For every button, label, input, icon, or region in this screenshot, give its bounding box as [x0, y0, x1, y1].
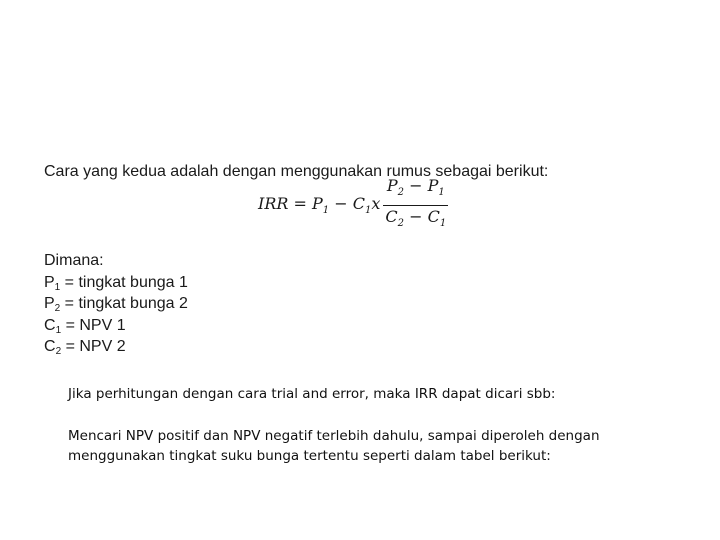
- fraction-numerator: $P_2 - P_1$: [386, 176, 445, 199]
- fraction-denominator: $C_2 - C_1$: [385, 206, 447, 229]
- paragraph-npv: Mencari NPV positif dan NPV negatif terlebih dahulu, sampai diperoleh dengan menggunakan tingkat suku bunga tertentu seperti dalam tabel berikut:: [68, 428, 600, 464]
- definition-item: $P_1$ = tingkat bunga 1: [44, 273, 188, 293]
- fraction-bar: [383, 205, 448, 206]
- definition-item: $C_2$ = NPV 2: [44, 338, 126, 357]
- irr-formula: [258, 176, 448, 230]
- definition-item: $C_1$ = NPV 1: [44, 316, 126, 336]
- formula-lhs: IRR = $P_1 - C_1x$: [258, 193, 381, 217]
- formula-fraction: [383, 176, 448, 233]
- definition-item: $P_2$ = tingkat bunga 2: [44, 295, 188, 314]
- intro-text: Cara yang kedua adalah dengan menggunakan rumus sebagai berikut:: [44, 163, 549, 180]
- definitions-list: [44, 250, 188, 358]
- paragraph-trial-error: Jika perhitungan dengan cara trial and error, maka IRR dapat dicari sbb:: [68, 386, 556, 402]
- definitions-heading: Dimana:: [44, 252, 104, 269]
